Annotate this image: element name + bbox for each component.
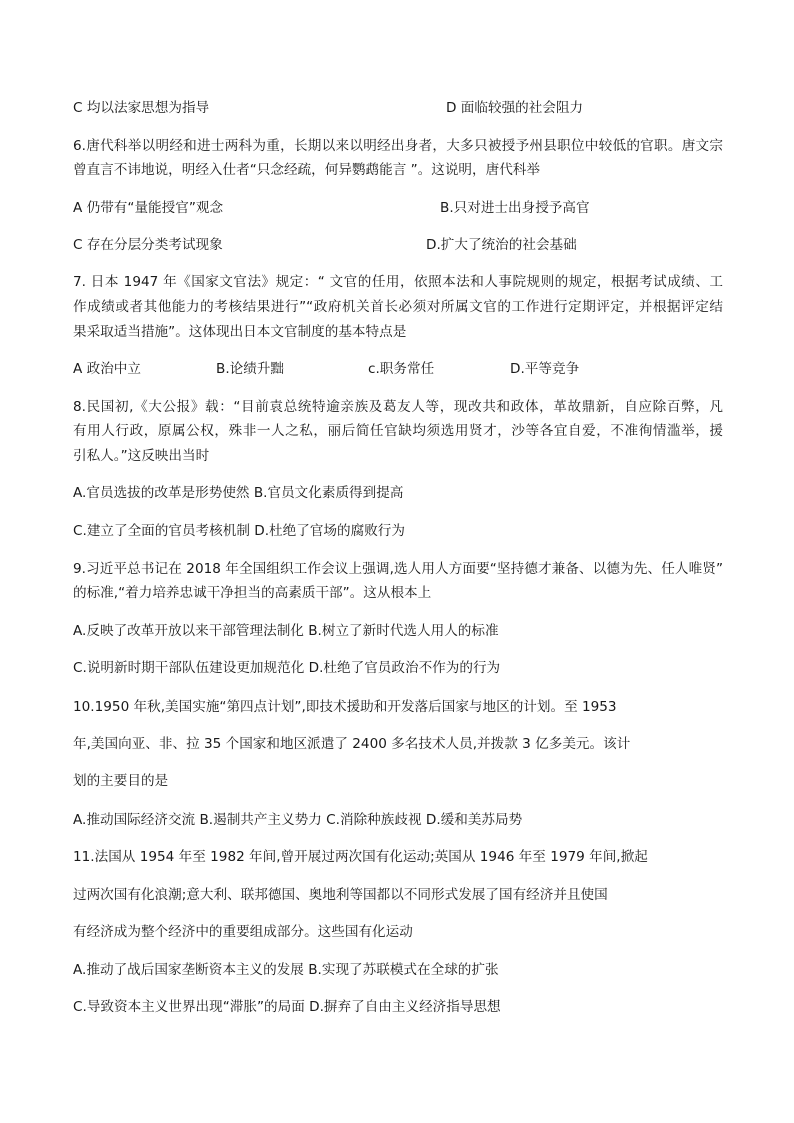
- q9-stem-line-1: 9.习近平总书记在 2018 年全国组织工作会议上强调,选人用人方面要“坚持德才兼备、以德为先、任人唯贤”: [73, 561, 723, 577]
- q9-options-cd: C.说明新时期干部队伍建设更加规范化 D.杜绝了官员政治不作为的行为: [73, 660, 501, 676]
- q11-stem-line-3: 有经济成为整个经济中的重要组成部分。这些国有化运动: [73, 924, 413, 940]
- q10-stem-line-2: 年,美国向亚、非、拉 35 个国家和地区派遣了 2400 多名技术人员,并拨款 3 亿多美元。该计: [73, 736, 631, 752]
- q10-stem-line-1: 10.1950 年秋,美国实施“第四点计划”,即技术援助和开发落后国家与地区的计划。至 1953: [73, 699, 617, 715]
- q8-options-ab: A.官员选拔的改革是形势使然 B.官员文化素质得到提高: [73, 485, 404, 501]
- q11-stem-line-2: 过两次国有化浪潮;意大利、联邦德国、奥地利等国都以不同形式发展了国有经济并且使国: [73, 887, 608, 903]
- q8-stem-line-3: 引私人。”这反映出当时: [73, 448, 210, 464]
- q7-stem-line-3: 果采取适当措施”。这体现出日本文官制度的基本特点是: [73, 324, 407, 340]
- q8-stem-line-1: 8.民国初,《大公报》载：“目前袁总统特逾亲族及葛友人等，现改共和政体，革故鼎新，自应除百弊，凡: [73, 399, 723, 415]
- q6-stem-line-2: 曾直言不讳地说，明经入仕者“只念经疏，何异鹦鹉能言 ”。这说明，唐代科举: [73, 162, 540, 178]
- q7-option-d: D.平等竞争: [510, 361, 580, 377]
- q7-option-a: A 政治中立: [73, 361, 141, 377]
- q8-stem-line-2: 有用人行政，原属公权，殊非一人之私，丽后简任官缺均须选用贤才，沙等各宜自爱，不准徇情滥举，援: [73, 423, 723, 439]
- q6-option-a: A 仍带有“量能授官”观念: [73, 200, 224, 216]
- q10-options: A.推动国际经济交流 B.遏制共产主义势力 C.消除种族歧视 D.缓和美苏局势: [73, 812, 523, 828]
- q5-option-c: C 均以法家思想为指导: [73, 100, 210, 116]
- q7-option-b: B.论绩升黜: [216, 361, 285, 377]
- q8-options-cd: C.建立了全面的官员考核机制 D.杜绝了官场的腐败行为: [73, 523, 405, 539]
- q11-stem-line-1: 11.法国从 1954 年至 1982 年间,曾开展过两次国有化运动;英国从 1946 年至 1979 年间,掀起: [73, 849, 648, 865]
- q7-stem-line-2: 作成绩或者其他能力的考核结果进行”“政府机关首长必须对所属文官的工作进行定期评定，并根据评定结: [73, 299, 723, 315]
- q6-option-b: B.只对进士出身授予高官: [440, 200, 590, 216]
- q5-option-d: D 面临较强的社会阻力: [446, 100, 584, 116]
- q9-options-ab: A.反映了改革开放以来干部管理法制化 B.树立了新时代选人用人的标准: [73, 623, 499, 639]
- q6-option-c: C 存在分层分类考试现象: [73, 237, 223, 253]
- q11-options-cd: C.导致资本主义世界出现“滞胀”的局面 D.摒弃了自由主义经济指导思想: [73, 999, 501, 1015]
- q9-stem-line-2: 的标准,“着力培养忠诚干净担当的高素质干部”。这从根本上: [73, 585, 432, 601]
- q10-stem-line-3: 划的主要目的是: [73, 773, 169, 789]
- q7-stem-line-1: 7. 日本 1947 年《国家文官法》规定：“ 文官的任用，依照本法和人事院规则的规定，根据考试成绩、工: [73, 274, 723, 290]
- q6-option-d: D.扩大了统治的社会基础: [426, 237, 577, 253]
- q7-option-c: c.职务常任: [368, 361, 435, 377]
- q6-stem-line-1: 6.唐代科举以明经和进士两科为重，长期以来以明经出身者，大多只被授予州县职位中较低的官职。唐文宗: [73, 138, 723, 154]
- q11-options-ab: A.推动了战后国家垄断资本主义的发展 B.实现了苏联模式在全球的扩张: [73, 962, 499, 978]
